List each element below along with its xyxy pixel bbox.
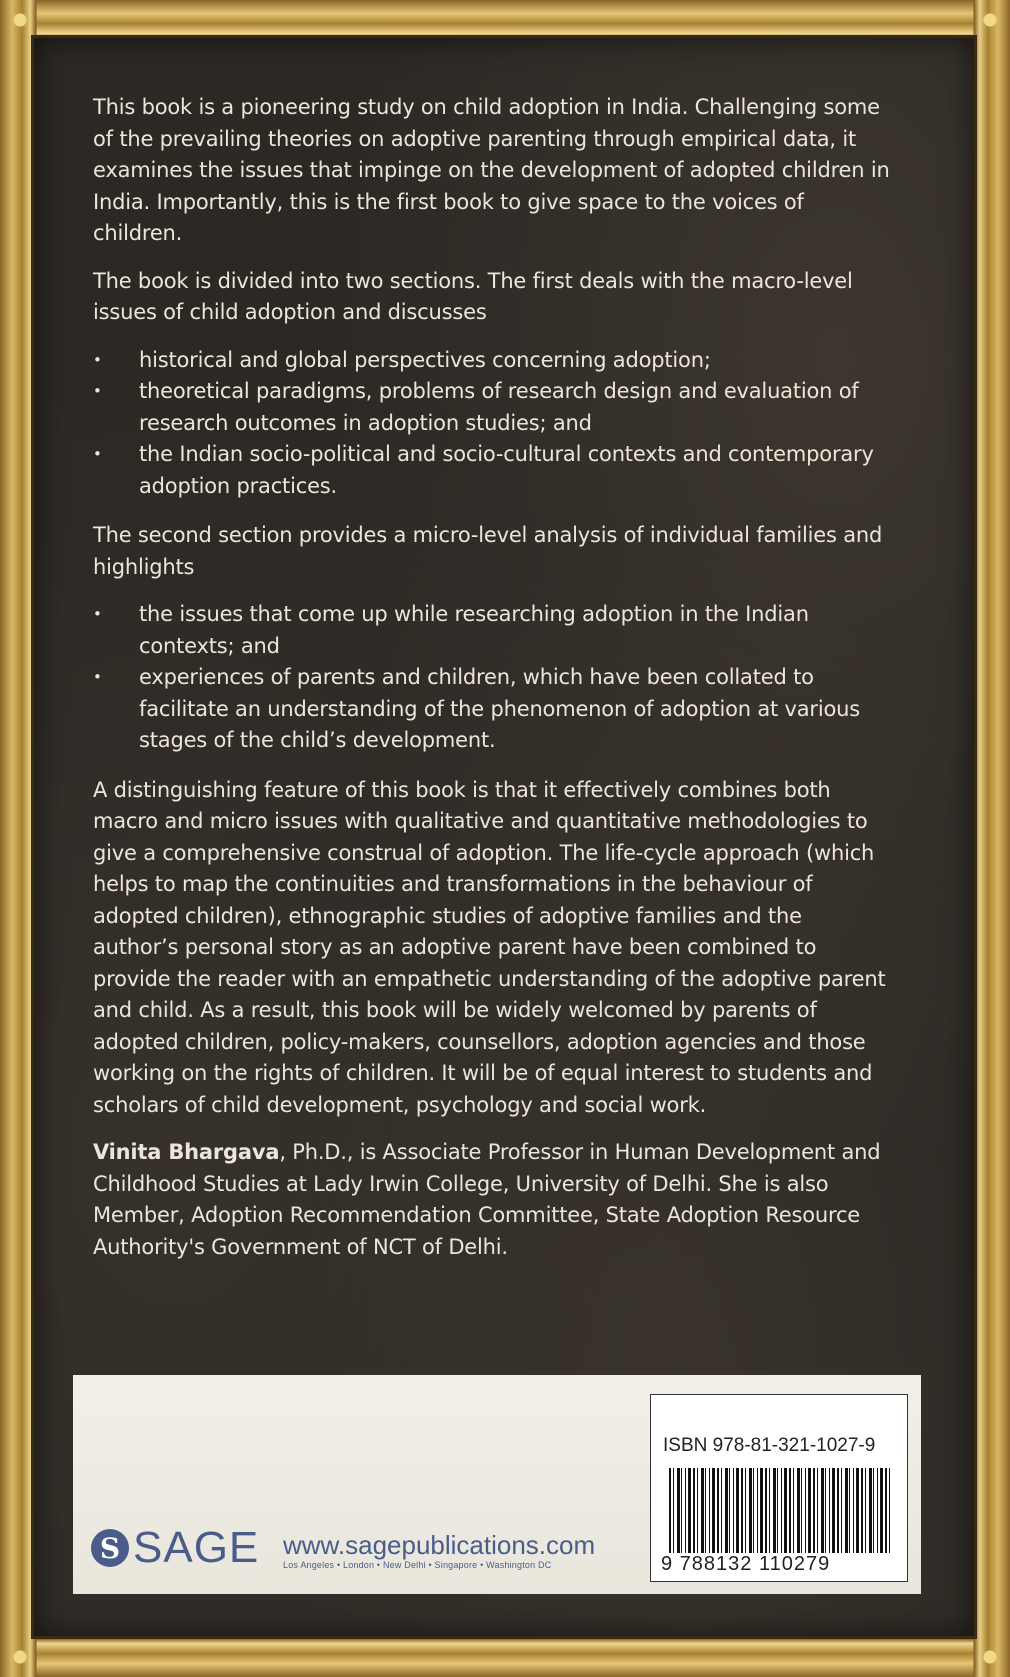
barcode-digits: 9 788132 110279: [661, 1553, 897, 1576]
author-bio-text: , Ph.D., is Associate Professor in Human Development and Childhood Studies at Lady Irwin College, University of Delhi. She is also Member, Adoption Recommendation Committee, State Adoption Resource Authority's Government of NCT of Delhi.: [93, 1140, 881, 1259]
publisher-cities: Los Angeles • London • New Delhi • Singapore • Washington DC: [283, 1560, 552, 1570]
blurb: [93, 92, 893, 1279]
feature-paragraph: A distinguishing feature of this book is that it effectively combines both macro and micro issues with qualitative and quantitative methodologies to give a comprehensive construal of adoption. The life-cycle approach (which helps to map the continuities and transformations in the behaviour of adopted children), ethnographic studies of adoptive families and the author’s personal story as an adoptive parent have been combined to provide the reader with an empathetic understanding of the adoptive parent and child. As a result, this book will be widely welcomed by parents of adopted children, policy-makers, counsellors, adoption agencies and those working on the rights of children. It will be of equal interest to students and scholars of child development, psychology and social work.: [93, 777, 886, 1117]
publisher-web: [283, 1531, 595, 1571]
barcode-box: [650, 1394, 908, 1582]
sage-logo-icon: S: [91, 1529, 129, 1567]
list-item: • the Indian socio-political and socio-cultural contexts and contemporary adoption practices.: [93, 439, 893, 502]
author-bio: [93, 1137, 893, 1263]
list-item: • theoretical paradigms, problems of research design and evaluation of research outcomes in adoption studies; and: [93, 376, 893, 439]
isbn-label: ISBN 978-81-321-1027-9: [663, 1435, 876, 1456]
sage-logo-text: SAGE: [133, 1523, 260, 1572]
section2-intro: The second section provides a micro-level analysis of individual families and highlights: [93, 523, 883, 579]
author-name: Vinita Bhargava: [93, 1140, 280, 1164]
section2-list: [93, 599, 893, 757]
barcode-icon: [669, 1468, 891, 1556]
section1-list: [93, 345, 893, 503]
publisher-strip: [73, 1375, 921, 1594]
list-item: • the issues that come up while researching adoption in the Indian contexts; and: [93, 599, 893, 662]
publisher-website: www.sagepublications.com: [283, 1530, 596, 1560]
intro-paragraph: This book is a pioneering study on child adoption in India. Challenging some of the prevailing theories on adoptive parenting through empirical data, it examines the issues that impinge on the development of adopted children in India. Importantly, this is the first book to give space to the voices of children.: [93, 95, 890, 245]
section1-intro: The book is divided into two sections. The first deals with the macro-level issues of child adoption and discusses: [93, 268, 853, 324]
sage-logo: [91, 1523, 260, 1572]
list-item: • historical and global perspectives concerning adoption;: [93, 345, 893, 377]
list-item: • experiences of parents and children, which have been collated to facilitate an understanding of the phenomenon of adoption at various stages of the child’s development.: [93, 662, 893, 757]
